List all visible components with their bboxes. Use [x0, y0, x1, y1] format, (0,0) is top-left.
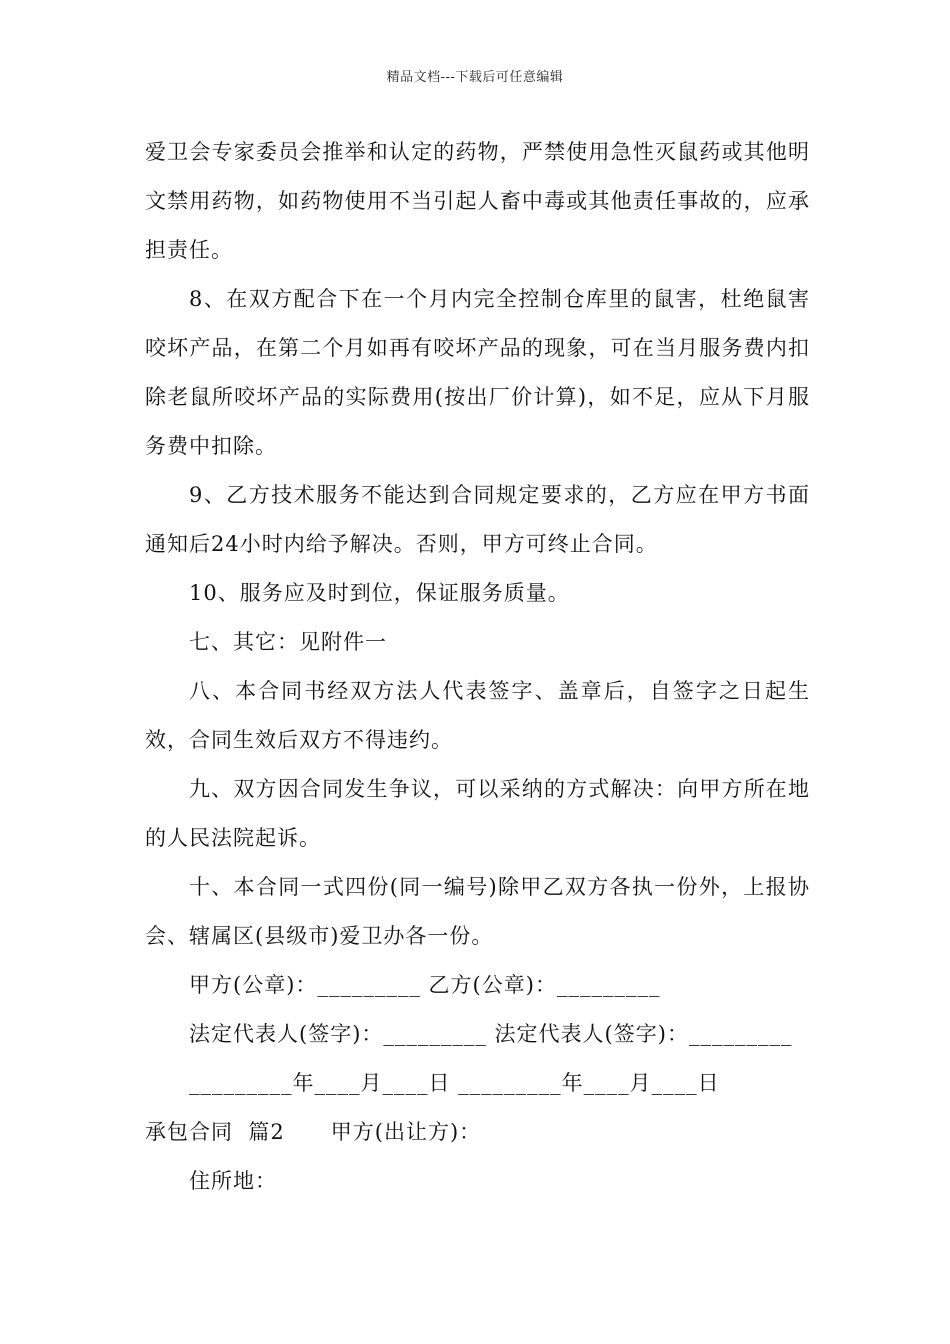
clause-9: 9、乙方技术服务不能达到合同规定要求的，乙方应在甲方书面通知后24小时内给予解决。否则，甲方可终止合同。 [145, 483, 810, 556]
date-line: _________年____月____日 _________年____月____日 [189, 1071, 720, 1095]
section-9: 九、双方因合同发生争议，可以采纳的方式解决：向甲方所在地的人民法院起诉。 [145, 777, 810, 850]
paragraph-continuation: 爱卫会专家委员会推举和认定的药物，严禁使用急性灭鼠药或其他明文禁用药物，如药物使用不当引起人畜中毒或其他责任事故的，应承担责任。 [145, 140, 810, 262]
address-label: 住所地： [189, 1169, 277, 1193]
clause-10: 10、服务应及时到位，保证服务质量。 [189, 581, 570, 605]
section-8: 八、本合同书经双方法人代表签字、盖章后，自签字之日起生效，合同生效后双方不得违约。 [145, 679, 810, 752]
seal-line: 甲方(公章)：_________ 乙方(公章)：_________ [189, 973, 661, 997]
clause-8: 8、在双方配合下在一个月内完全控制仓库里的鼠害，杜绝鼠害咬坏产品，在第二个月如再有咬坏产品的现象，可在当月服务费内扣除老鼠所咬坏产品的实际费用(按出厂价计算)，如不足，应从下月服务费中扣除。 [145, 287, 810, 458]
document-body [145, 128, 810, 1206]
page-header: 精品文档---下载后可任意编辑 [386, 70, 564, 85]
section-10: 十、本合同一式四份(同一编号)除甲乙双方各执一份外，上报协会、辖属区(县级市)爱卫办各一份。 [145, 875, 810, 948]
contract-heading: 承包合同 篇2 甲方(出让方)： [145, 1120, 482, 1144]
section-7: 七、其它：见附件一 [189, 630, 387, 654]
representative-signature-line: 法定代表人(签字)：_________ 法定代表人(签字)：_________ [189, 1022, 793, 1046]
